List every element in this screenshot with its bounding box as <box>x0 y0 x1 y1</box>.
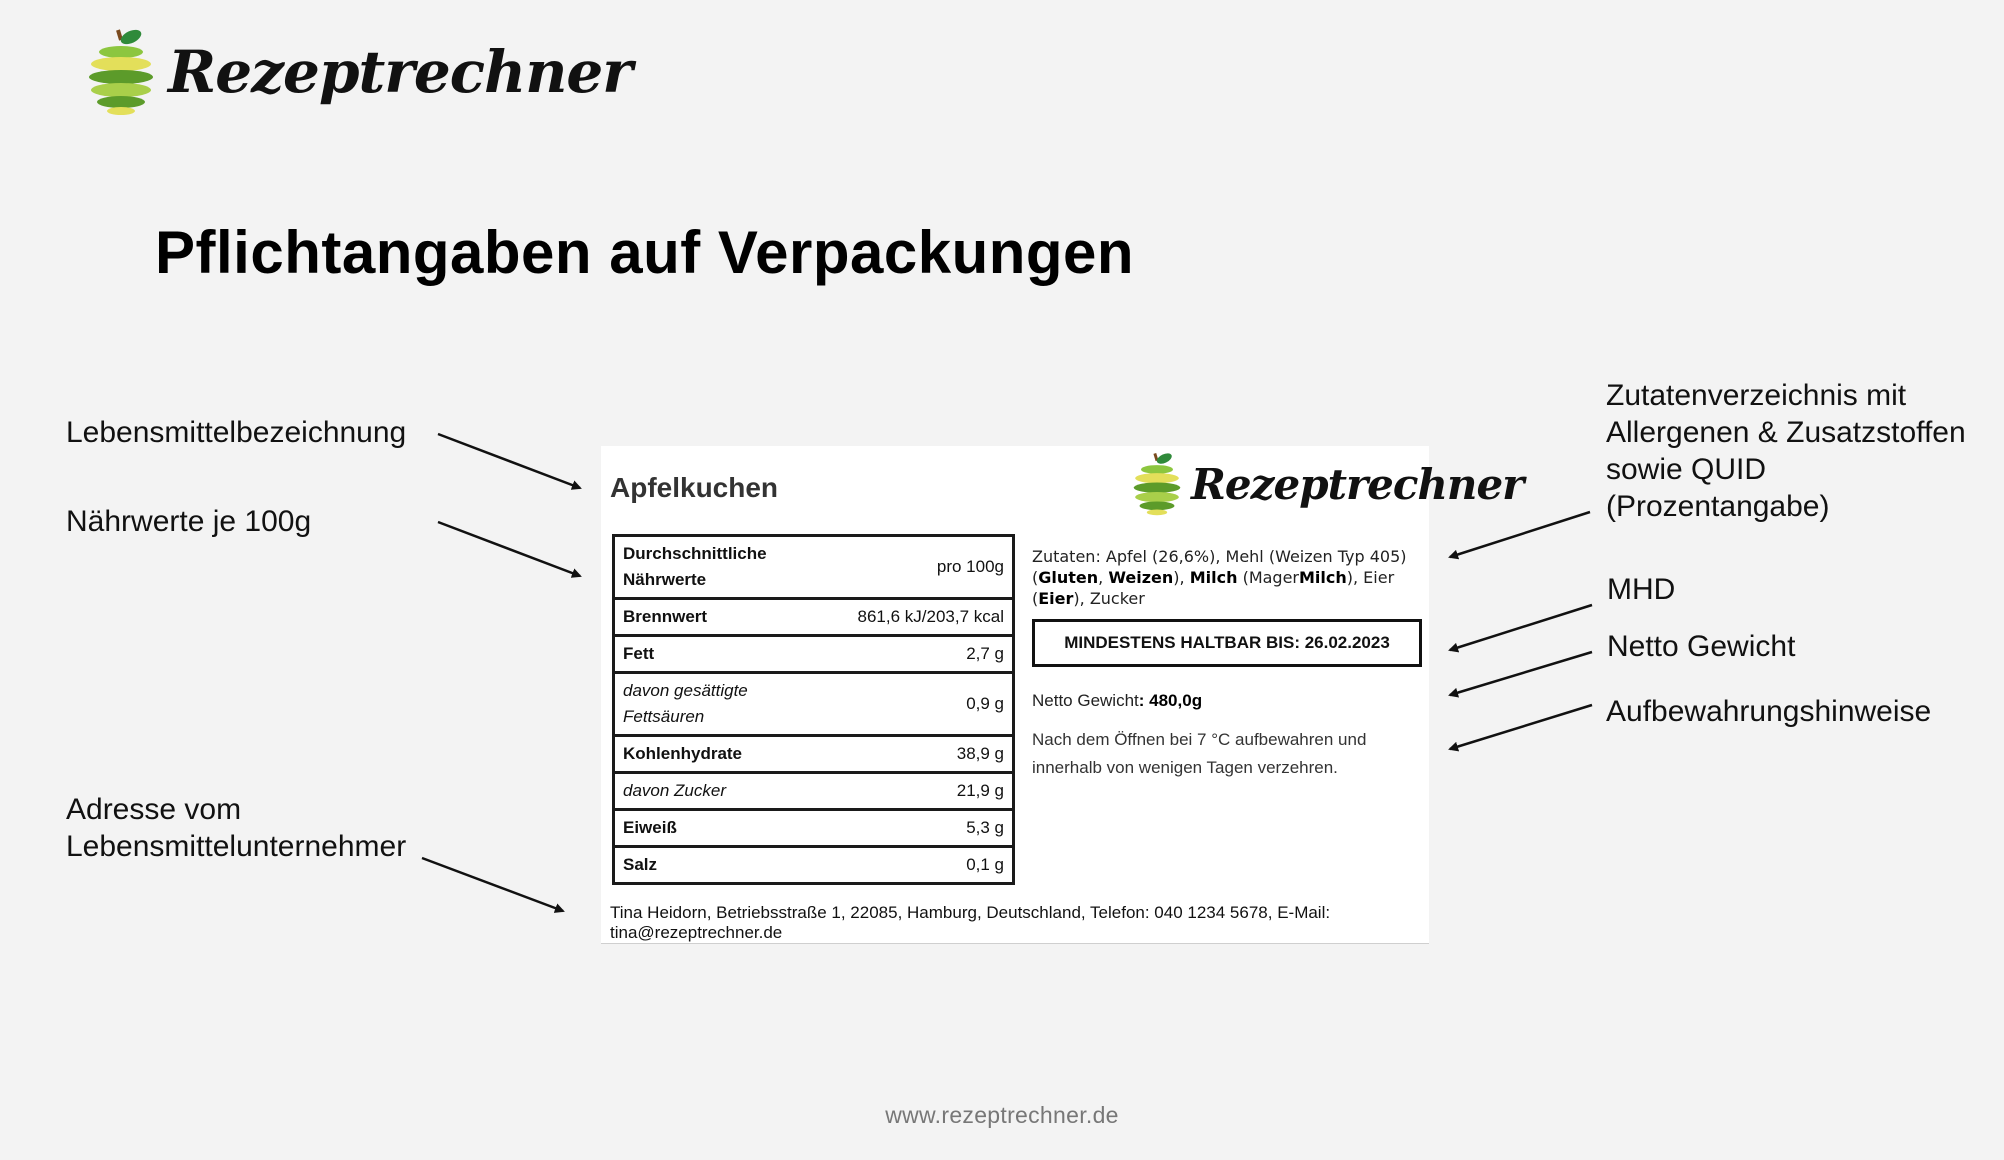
nutrition-header-line2: Nährwerte <box>623 570 707 589</box>
annotation-adresse-line2: Lebensmittelunternehmer <box>66 830 407 863</box>
table-row <box>614 536 1014 599</box>
business-address: Tina Heidorn, Betriebsstraße 1, 22085, Hamburg, Deutschland, Telefon: 040 1234 5678, E-Mail: tina@rezeptrechner.de <box>610 903 1331 942</box>
nutrition-table <box>612 534 1015 885</box>
ingredients-list <box>1032 546 1422 609</box>
annotation-lebensmittelbezeichnung: Lebensmittelbezeichnung <box>66 416 407 449</box>
annotation-aufbewahrung: Aufbewahrungshinweise <box>1606 695 1932 728</box>
table-row <box>614 636 1014 673</box>
ingredients-text: Zutaten: Apfel (26,6%), Mehl (Weizen Typ 405) ( <box>1032 547 1407 587</box>
allergen-milch: Milch <box>1189 568 1238 587</box>
nutrient-name: davon Zucker <box>614 773 812 810</box>
footer-url: www.rezeptrechner.de <box>885 1102 1119 1128</box>
best-before-label: MINDESTENS HALTBAR BIS <box>1064 633 1295 652</box>
nutrition-header-line1: Durchschnittliche <box>623 544 767 563</box>
arrow-zutaten <box>1450 512 1590 557</box>
net-weight <box>1032 691 1202 711</box>
label-brand-wordmark: Rezeptrechner <box>1191 459 1524 509</box>
table-row <box>614 847 1014 884</box>
nutrient-name-line1: davon gesättigte <box>623 681 748 700</box>
page-title: Pflichtangaben auf Verpackungen <box>155 219 1135 286</box>
nutrient-value: 0,1 g <box>812 847 1014 884</box>
arrow-aufbewahrung <box>1450 705 1592 749</box>
product-label <box>601 446 1524 944</box>
annotation-zutaten-line1: Zutatenverzeichnis mit <box>1606 379 1907 412</box>
table-row <box>614 810 1014 847</box>
nutrient-name <box>614 673 812 736</box>
label-brand-logo <box>1133 452 1523 516</box>
net-weight-value: : 480,0g <box>1138 691 1203 710</box>
arrow-naehrwerte <box>438 522 580 576</box>
product-name: Apfelkuchen <box>610 472 779 503</box>
table-row <box>614 773 1014 810</box>
table-row <box>614 736 1014 773</box>
nutrient-value: 0,9 g <box>812 673 1014 736</box>
annotation-zutaten-line2: Allergenen & Zusatzstoffen <box>1606 416 1966 449</box>
allergen-eier: Eier <box>1038 589 1074 608</box>
annotation-mhd: MHD <box>1607 573 1676 606</box>
nutrient-value: 21,9 g <box>812 773 1014 810</box>
nutrient-name: Kohlenhydrate <box>614 736 812 773</box>
annotation-adresse-line1: Adresse vom <box>66 793 242 826</box>
annotation-netto-gewicht: Netto Gewicht <box>1607 630 1796 663</box>
allergen-magermilch: Milch <box>1299 568 1347 587</box>
ingredients-text: ), Eier ( <box>1032 568 1395 608</box>
ingredients-text: , <box>1098 568 1109 587</box>
apple-logo-icon <box>1133 452 1181 516</box>
arrow-adresse <box>422 858 563 911</box>
storage-instructions: Nach dem Öffnen bei 7 °C aufbewahren und innerhalb von wenigen Tagen verzehren. <box>1032 730 1367 777</box>
nutrient-name-line2: Fettsäuren <box>623 707 705 726</box>
allergen-weizen: Weizen <box>1108 568 1174 587</box>
nutrition-per: pro 100g <box>812 536 1014 599</box>
nutrient-value: 38,9 g <box>812 736 1014 773</box>
nutrient-value: 861,6 kJ/203,7 kcal <box>812 599 1014 636</box>
allergen-gluten: Gluten <box>1038 568 1099 587</box>
arrow-mhd <box>1450 605 1592 650</box>
ingredients-text: ), Zucker <box>1073 589 1145 608</box>
nutrient-name: Eiweiß <box>614 810 812 847</box>
ingredients-text: ), <box>1173 568 1190 587</box>
nutrient-name: Brennwert <box>614 599 812 636</box>
best-before-date: : 26.02.2023 <box>1294 633 1390 652</box>
table-row <box>614 599 1014 636</box>
nutrient-name: Fett <box>614 636 812 673</box>
ingredients-text: (Mager <box>1237 568 1299 587</box>
arrow-netto <box>1450 652 1592 695</box>
annotation-zutaten-line3: sowie QUID <box>1606 453 1767 486</box>
nutrient-value: 5,3 g <box>812 810 1014 847</box>
brand-wordmark: Rezeptrechner <box>168 38 632 106</box>
nutrition-header <box>614 536 812 599</box>
best-before-box <box>1032 619 1422 667</box>
table-row <box>614 673 1014 736</box>
annotation-zutaten-line4: (Prozentangabe) <box>1606 490 1830 523</box>
annotation-naehrwerte: Nährwerte je 100g <box>66 505 312 538</box>
nutrient-value: 2,7 g <box>812 636 1014 673</box>
net-weight-label: Netto Gewicht <box>1032 691 1139 710</box>
nutrient-name: Salz <box>614 847 812 884</box>
arrow-lebensmittelbezeichnung <box>438 434 580 488</box>
